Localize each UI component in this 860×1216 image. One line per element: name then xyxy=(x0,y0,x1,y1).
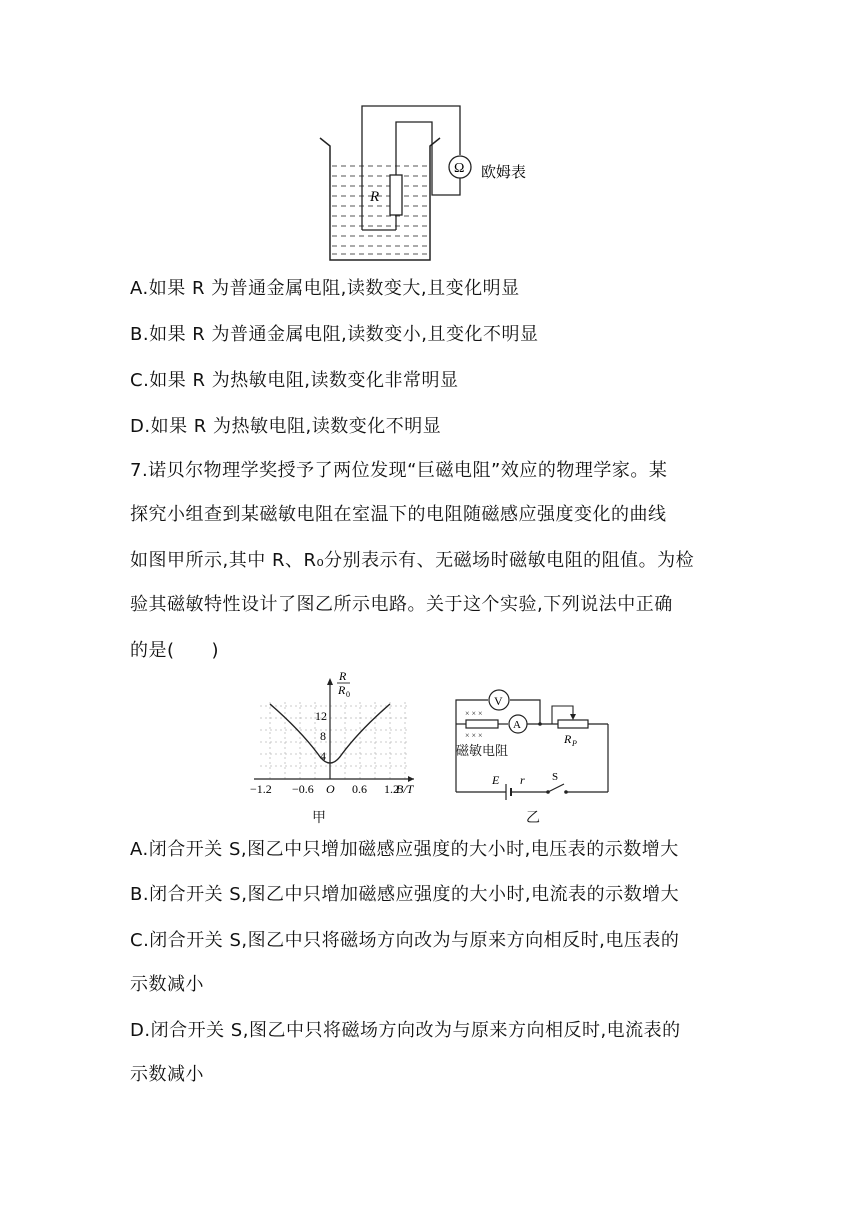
ohmmeter-label: 欧姆表 xyxy=(481,163,527,181)
magnetoresistor-label: 磁敏电阻 xyxy=(456,744,509,759)
q7-stem-line-2: 探究小组查到某磁敏电阻在室温下的电阻随磁感应强度变化的曲线 xyxy=(130,504,667,525)
liquid xyxy=(332,166,428,254)
x-tick-1-2: 1.2 xyxy=(384,782,399,796)
svg-text:× × ×: × × × xyxy=(465,731,483,740)
switch xyxy=(548,784,564,792)
x-tick-0-6: 0.6 xyxy=(352,782,367,796)
q6-option-c: C.如果 R 为热敏电阻,读数变化非常明显 xyxy=(130,370,459,391)
y-tick-8: 8 xyxy=(320,729,326,743)
caption-jia: 甲 xyxy=(312,810,326,826)
resistor-label: R xyxy=(370,189,380,205)
y-tick-4: 4 xyxy=(320,749,326,763)
magnetoresistor xyxy=(466,720,498,728)
rheostat xyxy=(558,720,588,728)
x-tick-neg-0-6: −0.6 xyxy=(292,782,314,796)
beaker-ohmmeter-figure xyxy=(318,100,558,265)
q7-stem-line-5: 的是( ) xyxy=(130,640,220,661)
x-tick-neg-1-2: −1.2 xyxy=(250,782,272,796)
y-tick-12: 12 xyxy=(315,709,327,723)
q7-option-d-cont: 示数减小 xyxy=(130,1064,204,1085)
q7-option-d: D.闭合开关 S,图乙中只将磁场方向改为与原来方向相反时,电流表的 xyxy=(130,1020,681,1041)
rheostat-sub: P xyxy=(572,739,577,748)
q6-option-d: D.如果 R 为热敏电阻,读数变化不明显 xyxy=(130,416,442,437)
q7-stem-line-3: 如图甲所示,其中 R、R₀分别表示有、无磁场时磁敏电阻的阻值。为检 xyxy=(130,550,695,571)
q7-option-c-cont: 示数减小 xyxy=(130,974,204,995)
q6-option-b: B.如果 R 为普通金属电阻,读数变小,且变化不明显 xyxy=(130,324,539,345)
ammeter-label: A xyxy=(513,719,521,731)
y-axis-label-sub: 0 xyxy=(346,690,350,699)
caption-yi: 乙 xyxy=(526,810,540,826)
q6-option-a: A.如果 R 为普通金属电阻,读数变大,且变化明显 xyxy=(130,278,520,299)
rheostat-label: R xyxy=(564,732,572,746)
q7-option-a: A.闭合开关 S,图乙中只增加磁感应强度的大小时,电压表的示数增大 xyxy=(130,839,679,860)
resistor xyxy=(390,175,402,215)
y-axis-label-top: R xyxy=(339,669,347,683)
q7-stem-line-4: 验其磁敏特性设计了图乙所示电路。关于这个实验,下列说法中正确 xyxy=(130,594,673,615)
voltmeter-label: V xyxy=(494,694,503,708)
switch-label: S xyxy=(552,771,559,783)
q7-stem-line-1: 7.诺贝尔物理学奖授予了两位发现“巨磁电阻”效应的物理学家。某 xyxy=(130,460,668,481)
grid xyxy=(260,702,408,779)
x-tick-origin: O xyxy=(326,782,335,796)
q7-option-b: B.闭合开关 S,图乙中只增加磁感应强度的大小时,电流表的示数增大 xyxy=(130,884,680,905)
x-axis-label: B/T xyxy=(396,782,414,796)
graph-jia xyxy=(244,662,424,802)
y-axis-label-bottom: R xyxy=(338,683,346,697)
q7-option-c: C.闭合开关 S,图乙中只将磁场方向改为与原来方向相反时,电压表的 xyxy=(130,930,680,951)
emf-label: E xyxy=(492,773,500,787)
svg-text:× × ×: × × × xyxy=(465,709,483,718)
ohm-symbol: Ω xyxy=(454,161,465,176)
internal-resistance-label: r xyxy=(520,773,525,787)
